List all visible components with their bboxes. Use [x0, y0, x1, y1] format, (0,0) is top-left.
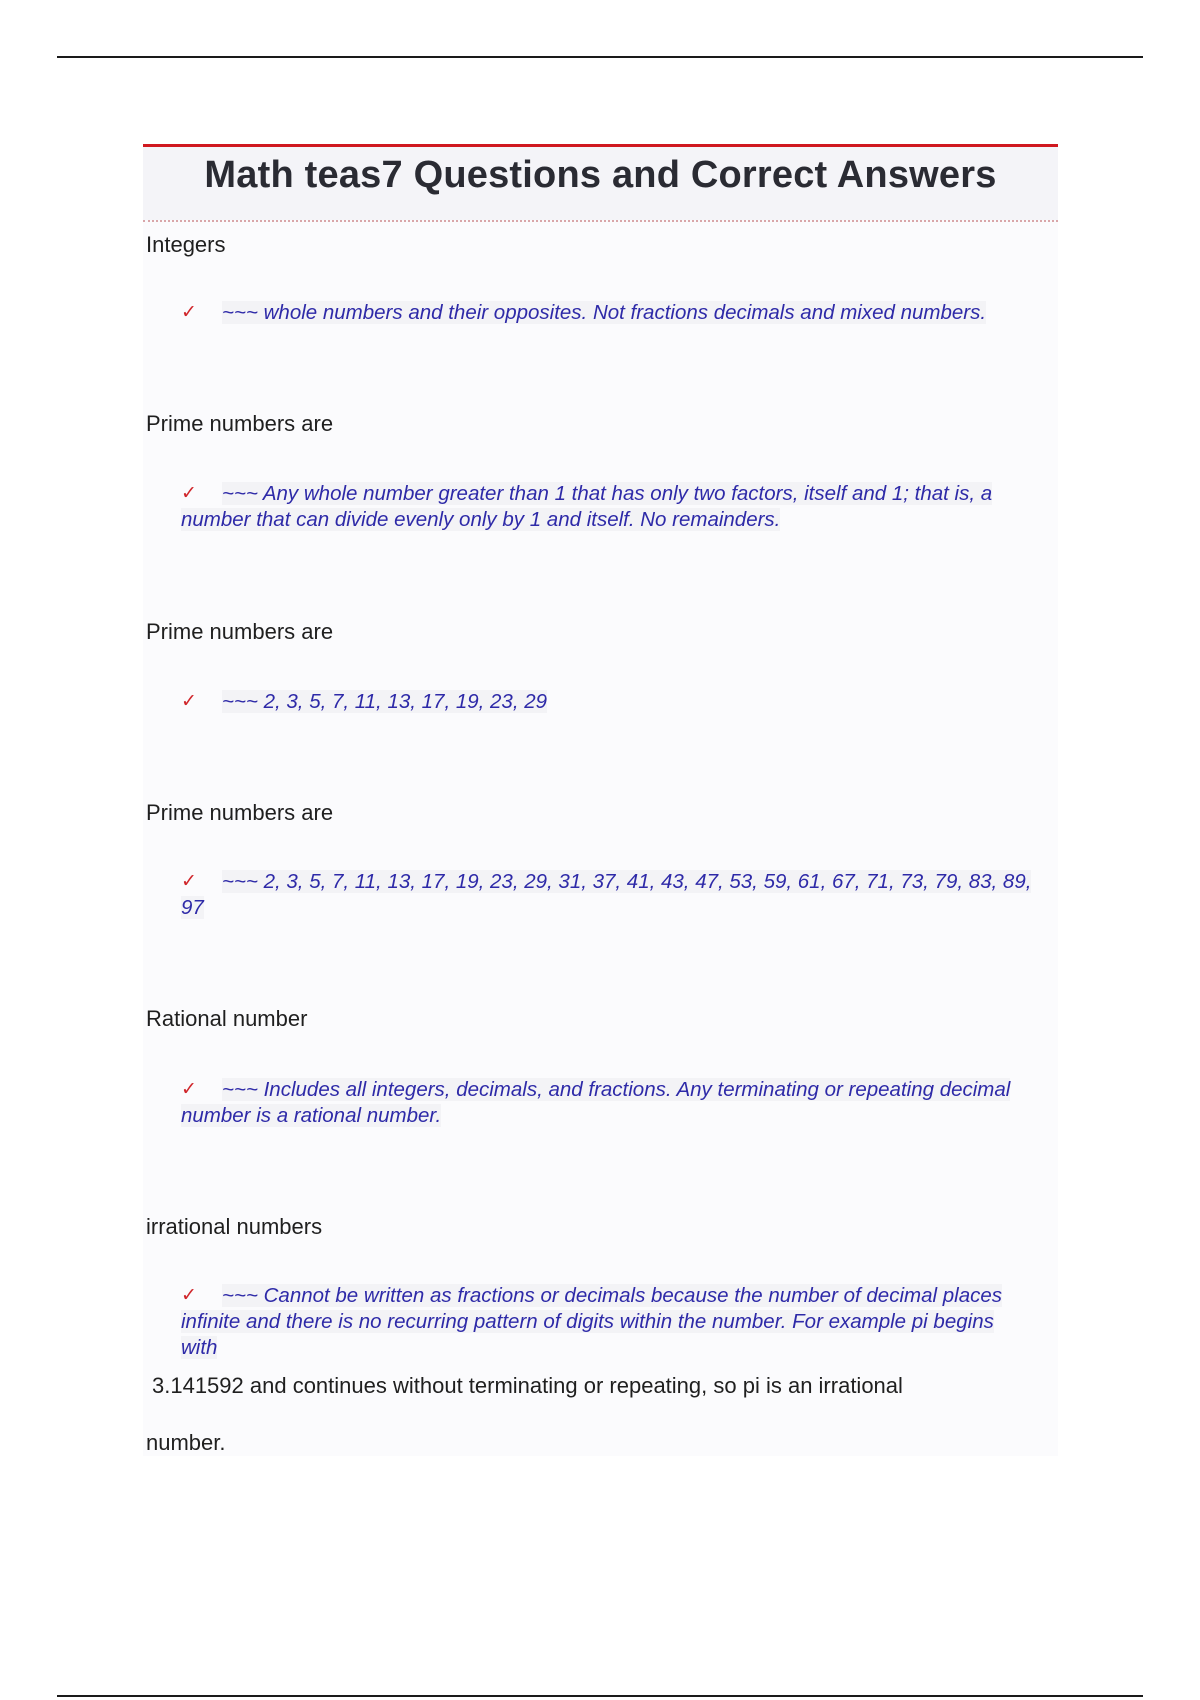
top-rule	[57, 56, 1143, 58]
answer-text: ~~~ Cannot be written as fractions or decimals because the number of decimal places infinite and there is no recurring pattern of digits within the number. For example pi begins with	[181, 1284, 1002, 1359]
answer-text: ~~~ 2, 3, 5, 7, 11, 13, 17, 19, 23, 29	[222, 690, 548, 713]
check-icon: ✓	[181, 302, 197, 323]
answer-block	[181, 481, 1061, 533]
continuation-text: 3.141592 and continues without terminating or repeating, so pi is an irrational	[152, 1373, 903, 1398]
answer-text: ~~~ whole numbers and their opposites. Not fractions decimals and mixed numbers.	[222, 301, 987, 324]
answer-block	[181, 869, 1041, 921]
check-icon: ✓	[181, 483, 197, 504]
answer-text: ~~~ Any whole number greater than 1 that has only two factors, itself and 1; that is, a number that can divide evenly only by 1 and itself. No remainders.	[181, 482, 993, 531]
question-label: Rational number	[146, 1006, 308, 1031]
answer-block	[181, 689, 1061, 715]
check-icon: ✓	[181, 871, 197, 892]
question-label: Prime numbers are	[146, 619, 334, 644]
page-title: Math teas7 Questions and Correct Answers	[204, 154, 997, 196]
answer-block	[181, 1077, 1021, 1129]
check-icon: ✓	[181, 1285, 197, 1306]
answer-text: ~~~ Includes all integers, decimals, and fractions. Any terminating or repeating decimal number is a rational number.	[181, 1078, 1011, 1127]
answer-block	[181, 1283, 1021, 1361]
title-box	[143, 144, 1058, 220]
answer-text: ~~~ 2, 3, 5, 7, 11, 13, 17, 19, 23, 29, 31, 37, 41, 43, 47, 53, 59, 61, 67, 71, 73, 79, 83, 89, 97	[181, 870, 1032, 919]
question-label: Prime numbers are	[146, 800, 334, 825]
question-label: irrational numbers	[146, 1214, 323, 1239]
question-label: Integers	[146, 232, 226, 257]
bottom-rule	[57, 1695, 1143, 1697]
continuation-text: number.	[146, 1430, 226, 1455]
check-icon: ✓	[181, 691, 197, 712]
title-dotted-rule	[143, 220, 1058, 222]
check-icon: ✓	[181, 1079, 197, 1100]
answer-block	[181, 300, 1061, 326]
question-label: Prime numbers are	[146, 411, 334, 436]
